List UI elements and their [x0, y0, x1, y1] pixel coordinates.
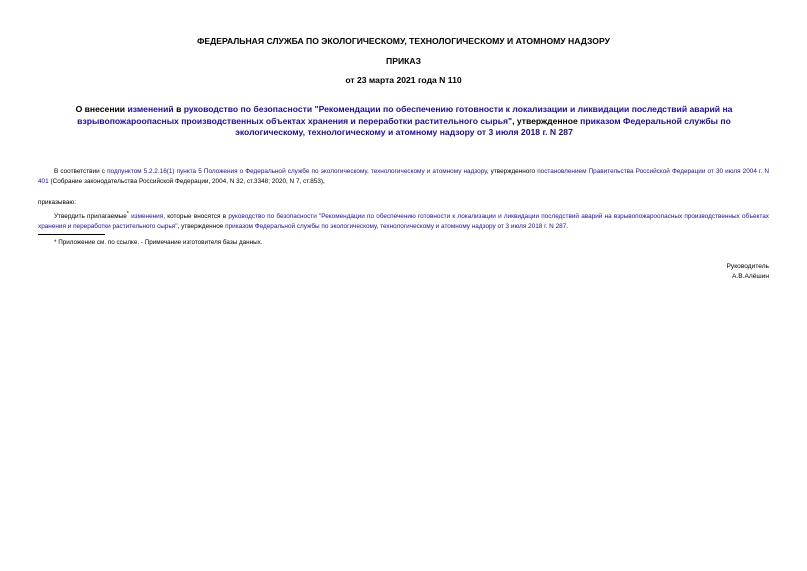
p2-text-1: Утвердить прилагаемые: [54, 213, 127, 221]
p2-link-guide[interactable]: руководство по безопасности "Рекомендации по обеспечению готовности к локализации и ликвидации последствий аварий на взрывопожароопасных производственных объектах хранения и переработки растительного сырья": [38, 213, 770, 231]
p2-text-2: , которые вносятся в: [163, 213, 229, 221]
title-text-3: , утвержденное: [512, 115, 581, 126]
p2-text-4: .: [566, 223, 569, 231]
footnote-text: * Приложение см. по ссылке. - Примечание изготовителя базы данных.: [54, 239, 263, 246]
signature-position: Руководитель: [726, 263, 769, 270]
p2-link-order-287[interactable]: приказом Федеральной службы по экологическому, технологическому и атомному надзору от 3 июля 2018 г. N 287: [225, 223, 567, 231]
footnote-marker: *: [126, 211, 129, 217]
footnote-divider: [38, 234, 105, 235]
p1-text-1: В соответствии с: [54, 168, 108, 175]
signature-block: [727, 262, 769, 281]
title-link-order-287[interactable]: приказом Федеральной службы по экологическому, технологическому и атомному надзору от 3 июля 2018 г. N 287: [235, 115, 731, 137]
title-text-2: в: [173, 104, 184, 114]
preamble-paragraph: [38, 167, 769, 187]
p1-link-subpoint[interactable]: подпунктом 5.2.2.16(1) пункта 5 Положения о Федеральной службе по экологическому, технологическому и атомному надзору: [107, 168, 487, 175]
title-link-guide[interactable]: руководство по безопасности "Рекомендации по обеспечению готовности к локализации и ликвидации последствий аварий на взрывопожароопасных производственных объектах хранения и переработки растительного сырья": [77, 104, 733, 126]
p2-link-changes[interactable]: изменения: [131, 213, 164, 221]
p2-text-3: , утвержденное: [177, 223, 226, 231]
signature-name: А.В.Алёшин: [732, 272, 769, 280]
document-date: от 23 марта 2021 года N 110: [345, 75, 462, 85]
title-link-changes[interactable]: изменений: [127, 104, 174, 114]
approval-paragraph: [38, 209, 769, 232]
order-word: приказываю:: [38, 199, 76, 206]
p1-link-resolution-401[interactable]: постановлением Правительства Российской Федерации от 30 июля 2004 г. N 401: [38, 168, 770, 185]
document-title: [60, 104, 748, 139]
document-type: ПРИКАЗ: [386, 56, 421, 66]
p1-text-3: (Собрание законодательства Российской Федерации, 2004, N 32, ст.3348; 2020, N 7, ст.853),: [48, 178, 325, 185]
agency-name: ФЕДЕРАЛЬНАЯ СЛУЖБА ПО ЭКОЛОГИЧЕСКОМУ, ТЕХНОЛОГИЧЕСКОМУ И АТОМНОМУ НАДЗОРУ: [197, 36, 610, 46]
p1-text-2: , утвержденного: [486, 168, 538, 175]
title-text-1: О внесении: [75, 104, 128, 114]
